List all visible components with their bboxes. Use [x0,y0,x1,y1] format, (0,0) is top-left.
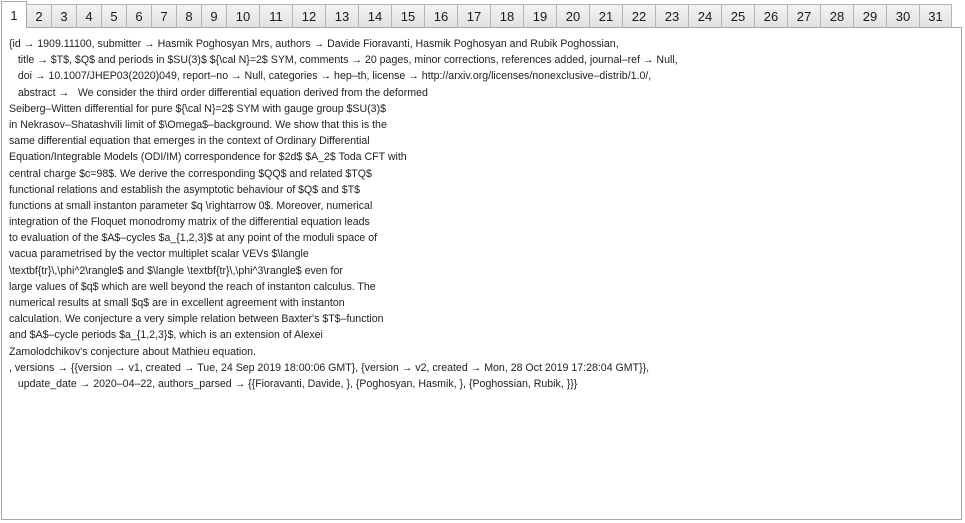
record-line: large values of $q$ which are well beyond the reach of instanton calculus. The [9,280,376,293]
tab-11[interactable]: 11 [259,4,293,28]
tab-24[interactable]: 24 [688,4,722,28]
record-line: Equation/Integrable Models (ODI/IM) correspondence for $2d$ $A_2$ Toda CFT with [9,151,407,164]
tab-19[interactable]: 19 [523,4,557,28]
record-line: {id → 1909.11100, submitter → Hasmik Poghosyan Mrs, authors → Davide Fioravanti, Hasmik Poghosyan and Rubik Poghossian, [9,38,619,50]
tab-9[interactable]: 9 [201,4,227,28]
record-line: Seiberg–Witten differential for pure ${\cal N}=2$ SYM with gauge group $SU(3)$ [9,102,386,115]
tab-15[interactable]: 15 [391,4,425,28]
record-line: doi → 10.1007/JHEP03(2020)049, report–no → Null, categories → hep–th, license → http://arxiv.org/licenses/nonexclusive–distrib/1.0/, [9,70,652,83]
tab-3[interactable]: 3 [51,4,77,28]
record-line: abstract → We consider the third order differential equation derived from the deformed [9,86,428,99]
tab-20[interactable]: 20 [556,4,590,28]
tab-14[interactable]: 14 [358,4,392,28]
tab-8[interactable]: 8 [176,4,202,28]
record-line: calculation. We conjecture a very simple relation between Baxter's $T$–function [9,313,384,326]
tab-4[interactable]: 4 [76,4,102,28]
tab-5[interactable]: 5 [101,4,127,28]
tab-16[interactable]: 16 [424,4,458,28]
tab-2[interactable]: 2 [26,4,52,28]
record-line: numerical results at small $q$ are in excellent agreement with instanton [9,297,345,309]
record-line: vacua parametrised by the vector multiplet scalar VEVs $\langle [9,248,309,261]
record-line: update_date → 2020–04–22, authors_parsed → {{Fioravanti, Davide, }, {Poghosyan, Hasmik, }, {Poghossian, Rubik, }}} [9,377,578,390]
tab-30[interactable]: 30 [886,4,920,28]
record-line: in Nekrasov–Shatashvili limit of $\Omega$–background. We show that this is the [9,118,387,131]
tab-bar [1,1,962,28]
tab-28[interactable]: 28 [820,4,854,28]
record-output [9,36,949,392]
tab-29[interactable]: 29 [853,4,887,28]
tab-content-panel [1,27,962,520]
tab-17[interactable]: 17 [457,4,491,28]
tab-13[interactable]: 13 [325,4,359,28]
notebook-window [1,1,962,520]
record-line: same differential equation that emerges in the context of Ordinary Differential [9,135,370,148]
tab-31[interactable]: 31 [919,4,952,28]
record-line: Zamolodchikov's conjecture about Mathieu equation. [9,345,257,358]
tab-10[interactable]: 10 [226,4,260,28]
tab-23[interactable]: 23 [655,4,689,28]
record-line: \textbf{tr}\,\phi^2\rangle$ and $\langle \textbf{tr}\,\phi^3\rangle$ even for [9,264,343,277]
tab-21[interactable]: 21 [589,4,623,28]
tab-1[interactable]: 1 [1,1,27,28]
tab-27[interactable]: 27 [787,4,821,28]
record-line: and $A$–cycle periods $a_{1,2,3}$, which is an extension of Alexei [9,329,323,342]
tab-25[interactable]: 25 [721,4,755,28]
record-line: functional relations and establish the asymptotic behaviour of $Q$ and $T$ [9,183,360,196]
tab-7[interactable]: 7 [151,4,177,28]
tab-12[interactable]: 12 [292,4,326,28]
record-line: to evaluation of the $A$–cycles $a_{1,2,3}$ at any point of the moduli space of [9,232,378,245]
tab-6[interactable]: 6 [126,4,152,28]
tab-22[interactable]: 22 [622,4,656,28]
record-line: functions at small instanton parameter $q \rightarrow 0$. Moreover, numerical [9,199,373,212]
record-line: title → $T$, $Q$ and periods in $SU(3)$ ${\cal N}=2$ SYM, comments → 20 pages, minor corrections, references added, journal–ref → Null, [9,54,678,67]
record-line: integration of the Floquet monodromy matrix of the differential equation leads [9,216,370,229]
record-line: , versions → {{version → v1, created → Tue, 24 Sep 2019 18:00:06 GMT}, {version → v2, created → Mon, 28 Oct 2019 17:28:04 GMT}}, [9,361,650,374]
tab-18[interactable]: 18 [490,4,524,28]
tab-26[interactable]: 26 [754,4,788,28]
record-line: central charge $c=98$. We derive the corresponding $QQ$ and related $TQ$ [9,167,372,180]
